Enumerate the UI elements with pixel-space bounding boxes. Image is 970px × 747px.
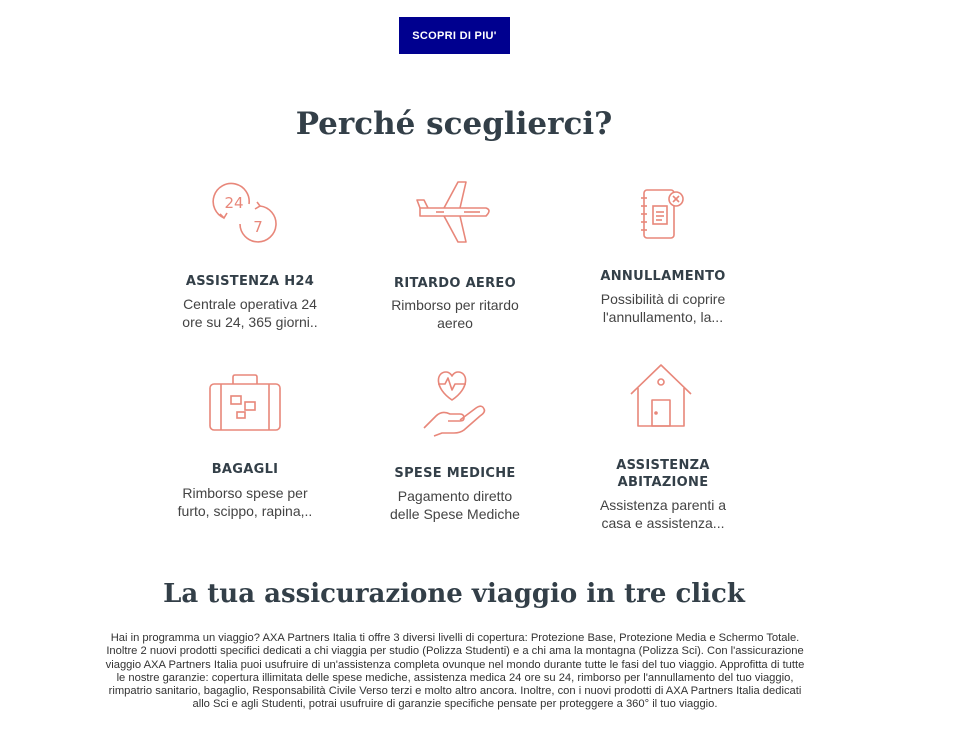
feature-description-line: aereo — [437, 315, 473, 331]
feature-title-line: ABITAZIONE — [617, 475, 709, 490]
feature-title: RITARDO AEREO — [394, 276, 516, 291]
feature-description-line: l'annullamento, la... — [602, 309, 724, 325]
feature-description-line: Pagamento diretto — [397, 488, 513, 504]
feature-description-line: Rimborso per ritardo — [391, 297, 519, 313]
heart-hand-icon — [420, 368, 490, 438]
svg-text:24: 24 — [224, 194, 244, 212]
insurance-description: Hai in programma un viaggio? AXA Partners Italia ti offre 3 diversi livelli di copertura: Protezione Base, Protezione Media e Schermo Totale. Inoltre 2 nuovi prodotti specifici dedicati a chi viaggia per studio (Polizza Studenti) e a chi ama la montagna (Polizza Sci). Con l'assicurazione viaggio AXA Partners Italia puoi usufruire di un'assistenza completa ovunque nel mondo durante tutte le fasi del tuo viaggio. Approfitta di tutte le nostre garanzie: copertura illimitata delle spese mediche, assistenza medica 24 ore su 24, rimborso per l'annullamento del tuo viaggio, rimpatrio sanitario, bagaglio, Responsabilità Civile Verso terzi e molto altro ancora. Inoltre, con i nuovi prodotti di AXA Partners Italia dedicati allo Sci e agli Studenti, potrai usufruire di garanzie specifiche pensate per proteggere a 360° il tuo viaggio. — [105, 632, 805, 711]
svg-text:7: 7 — [253, 218, 263, 236]
feature-description — [360, 296, 550, 332]
feature-assistance-24h — [155, 180, 345, 340]
feature-title: ANNULLAMENTO — [600, 269, 726, 284]
feature-description-line: Rimborso spese per — [182, 485, 308, 501]
feature-title — [568, 457, 758, 491]
feature-cancellation — [568, 180, 758, 340]
feature-description — [568, 496, 758, 532]
feature-description-line: furto, scippo, rapina,.. — [177, 503, 313, 519]
insurance-section-title: La tua assicurazione viaggio in tre click — [163, 579, 745, 609]
feature-title-line: ASSISTENZA — [616, 458, 710, 473]
feature-description — [568, 290, 758, 326]
feature-description — [155, 295, 345, 331]
feature-flight-delay — [360, 180, 550, 340]
feature-description-line: casa e assistenza... — [601, 515, 725, 531]
suitcase-icon — [207, 372, 283, 434]
feature-description — [360, 487, 550, 523]
feature-description-line: ore su 24, 365 giorni.. — [182, 314, 318, 330]
house-icon — [628, 362, 694, 428]
discover-more-button[interactable]: SCOPRI DI PIU' — [399, 17, 510, 54]
feature-description-line: Assistenza parenti a — [599, 497, 727, 513]
clock-24-7-icon — [212, 180, 278, 246]
feature-description-line: delle Spese Mediche — [390, 506, 520, 522]
feature-medical-expenses — [360, 368, 550, 528]
feature-description — [150, 484, 340, 520]
feature-description-line: Possibilità di coprire — [600, 291, 726, 307]
feature-title: ASSISTENZA H24 — [185, 274, 315, 289]
airplane-icon — [414, 180, 494, 246]
feature-title: SPESE MEDICHE — [394, 466, 516, 481]
feature-description-line: Centrale operativa 24 — [183, 296, 317, 312]
feature-luggage — [150, 372, 340, 532]
feature-home-assistance — [568, 362, 758, 542]
feature-title: BAGAGLI — [211, 462, 279, 477]
why-choose-us-title: Perché sceglierci? — [295, 106, 613, 142]
cancelled-notebook-icon — [638, 186, 688, 242]
